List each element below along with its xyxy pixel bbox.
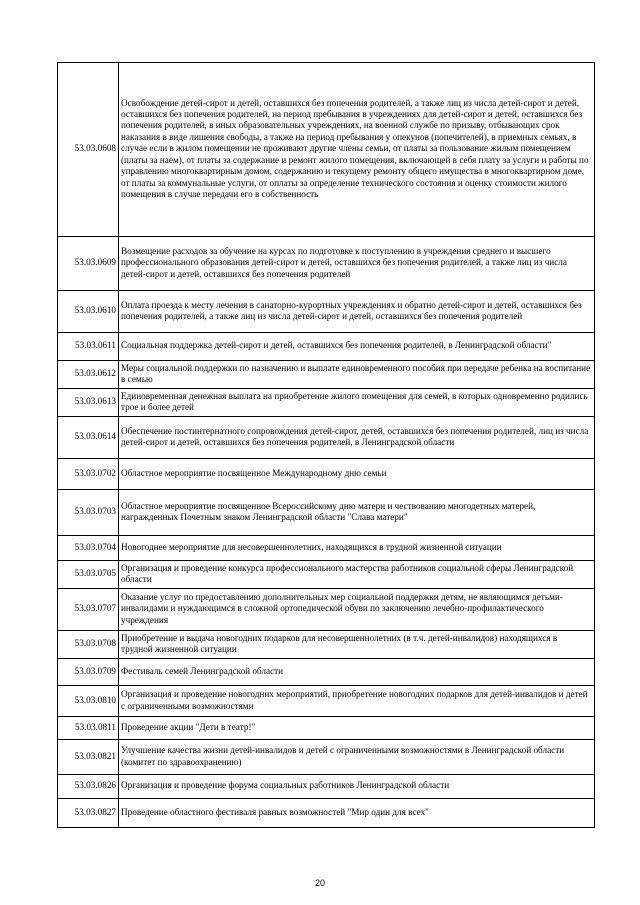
table-row	[58, 417, 595, 459]
row-code: 53.03.0821	[58, 740, 119, 775]
table-row	[58, 561, 595, 589]
row-code: 53.03.0826	[58, 775, 119, 799]
row-description: Новогоднее мероприятие для несовершеннолетних, находящихся в трудной жизненной ситуации	[119, 536, 595, 561]
row-code: 53.03.0827	[58, 799, 119, 828]
row-code: 53.03.0612	[58, 361, 119, 389]
row-description: Проведение областного фестиваля равных возможностей "Мир один для всех"	[119, 799, 595, 828]
table-row	[58, 589, 595, 631]
row-description: Оплата проезда к месту лечения в санаторно-курортных учреждениях и обратно детей-сирот и детей, оставшихся без попечения родителей, а также лиц из числа детей-сирот и детей, оставшихся без попечения родителей	[119, 291, 595, 333]
row-code: 53.03.0707	[58, 589, 119, 631]
table-row	[58, 686, 595, 717]
row-description: Организация и проведение конкурса профессионального мастерства работников социальной сферы Ленинградской области	[119, 561, 595, 589]
table-row	[58, 361, 595, 389]
row-description: Организация и проведение форума социальных работников Ленинградской области	[119, 775, 595, 799]
row-description: Обеспечение постинтернатного сопровождения детей-сирот, детей, оставшихся без попечения родителей, лиц из числа детей-сирот и детей, оставшихся без попечения родителей, в Ленинградской области	[119, 417, 595, 459]
row-code: 53.03.0613	[58, 389, 119, 417]
row-code: 53.03.0611	[58, 333, 119, 361]
row-code: 53.03.0609	[58, 237, 119, 291]
row-code: 53.03.0704	[58, 536, 119, 561]
row-code: 53.03.0614	[58, 417, 119, 459]
row-code: 53.03.0709	[58, 659, 119, 686]
row-description: Улучшение качества жизни детей-инвалидов и детей с ограниченными возможностями в Ленинградской области (комитет по здравоохранению)	[119, 740, 595, 775]
table-row	[58, 536, 595, 561]
table-row	[58, 775, 595, 799]
table-row	[58, 291, 595, 333]
row-code: 53.03.0610	[58, 291, 119, 333]
row-description: Меры социальной поддержки по назначению и выплате единовременного пособия при передаче ребенка на воспитание в семью	[119, 361, 595, 389]
table-row	[58, 490, 595, 536]
row-description: Организация и проведение новогодних мероприятий, приобретение новогодних подарков для детей-инвалидов и детей с ограниченными возможностями	[119, 686, 595, 717]
row-description: Оказание услуг по предоставлению дополнительных мер социальной поддержки детям, не являющимся детьми-инвалидами и нуждающимся в сложной ортопедической обуви по заключению лечебно-профилактического учреждения	[119, 589, 595, 631]
table-row	[58, 740, 595, 775]
row-description: Единовременная денежная выплата на приобретение жилого помещения для семей, в которых одновременно родились трое и более детей	[119, 389, 595, 417]
row-code: 53.03.0705	[58, 561, 119, 589]
row-code: 53.03.0810	[58, 686, 119, 717]
row-code: 53.03.0708	[58, 631, 119, 659]
table-row	[58, 459, 595, 490]
table-row	[58, 237, 595, 291]
table-row	[58, 799, 595, 828]
row-description: Возмещение расходов за обучение на курсах по подготовке к поступлению в учреждения среднего и высшего профессионального образования детей-сирот и детей, оставшихся без попечения родителей, а также лиц из числа детей-сирот и детей, оставшихся без попечения родителей	[119, 237, 595, 291]
table-row	[58, 631, 595, 659]
table-row	[58, 389, 595, 417]
table-row	[58, 333, 595, 361]
row-description: Областное мероприятие посвященное Всероссийскому дню матери и чествованию многодетных матерей, награжденных Почетным знаком Ленинградской области "Слава матери"	[119, 490, 595, 536]
row-description: Фестиваль семей Ленинградской области	[119, 659, 595, 686]
row-description: Приобретение и выдача новогодних подарков для несовершеннолетних (в т.ч. детей-инвалидов) находящихся в трудной жизненной ситуации	[119, 631, 595, 659]
row-code: 53.03.0811	[58, 717, 119, 740]
table-row	[58, 659, 595, 686]
row-description: Областное мероприятие посвященное Международному дню семьи	[119, 459, 595, 490]
page-number: 20	[314, 878, 325, 888]
budget-code-table	[57, 62, 595, 828]
table-row	[58, 63, 595, 237]
row-description: Социальная поддержка детей-сирот и детей, оставшихся без попечения родителей, в Ленинградской области"	[119, 333, 595, 361]
row-code: 53.03.0702	[58, 459, 119, 490]
row-code: 53.03.0703	[58, 490, 119, 536]
table-row	[58, 717, 595, 740]
row-description: Освобождение детей-сирот и детей, оставшихся без попечения родителей, а также лиц из числа детей-сирот и детей, оставшихся без попечения родителей, на период пребывания в учреждениях для детей-сирот и детей, оставшихся без попечения родителей, в иных образовательных учреждениях, на военной службе по призыву, отбывающих срок наказания в виде лишения свободы, а также на период пребывания у опекунов (попечителей), в приемных семьях, в случае если в жилом помещении не проживают другие члены семьи, от платы за пользование жилым помещением (платы за наем), от платы за содержание и ремонт жилого помещения, включающей в себя плату за услуги и работы по управлению многоквартирным домом, содержанию и текущему ремонту общего имущества в многоквартирном доме, от платы за коммунальные услуги, от оплаты за определение технического состояния и оценку стоимости жилого помещения в случае передачи его в собственность	[119, 63, 595, 237]
row-code: 53.03.0608	[58, 63, 119, 237]
row-description: Проведение акции "Дети в театр!"	[119, 717, 595, 740]
